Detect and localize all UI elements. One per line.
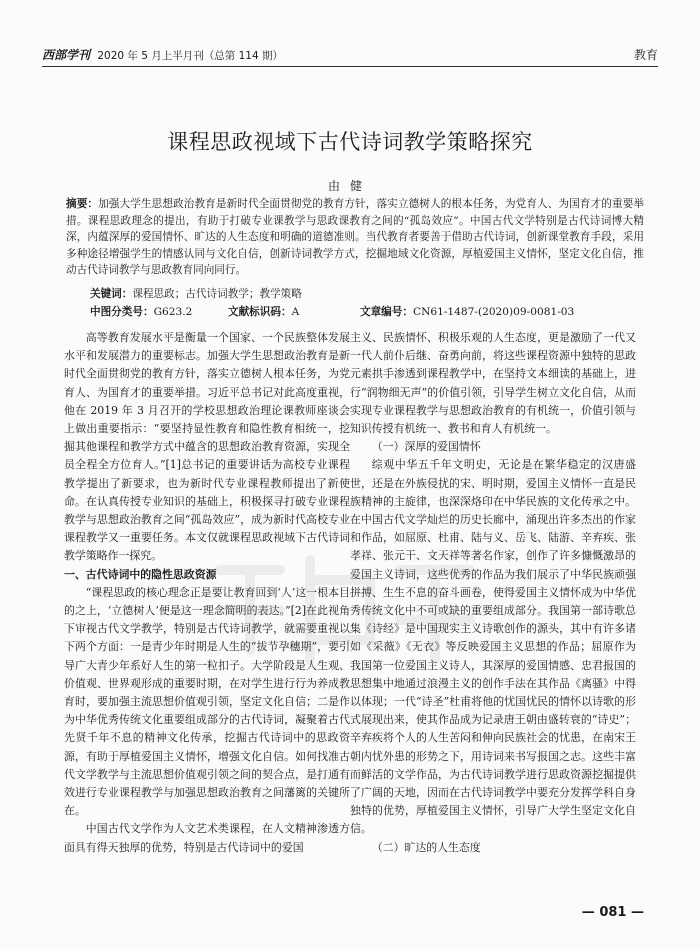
body-column-right: [350, 329, 636, 857]
keywords: [90, 286, 302, 301]
article-title: 课程思政视域下古代诗词教学策略探究: [167, 130, 533, 154]
classification-value: G623.2: [153, 306, 193, 318]
issue-info: 2020 年 5 月上半月刊（总第 114 期）: [97, 50, 283, 62]
classification-number: [90, 304, 192, 319]
body-paragraph: 中国古代文学作为人文艺术类课程，在人文精神渗透方面具有得天独厚的优势，特别是古代诗词中的爱国: [64, 822, 350, 854]
article-id-label: 文章编号：: [360, 306, 413, 318]
article-id: [360, 304, 574, 319]
abstract-text: 加强大学生思想政治教育是新时代全面贯彻党的教育方针，落实立德树人的根本任务，为党育人、为国育才的重要举措。课程思政理念的提出，有助于打破专业课教学与思政课教育之间的“孤岛效应”。中国古代文学特别是古代诗词博大精深，内蕴深厚的爱国情怀、旷达的人生态度和明确的道德准则。当代教育者要善于借助古代诗词，创新课堂教育手段，采用多种途径增强学生的情感认同与文化自信，创新诗词教学方式，挖掘地域文化资源，厚植爱国主义情怀，坚定文化自信，推动古代诗词教学与思政教育同向同行。: [66, 198, 645, 277]
section-heading: 一、古代诗词中的隐性思政资源: [64, 567, 217, 581]
abstract: [66, 196, 644, 279]
body-paragraph: “课程思政的核心理念正是要让教育回到‘人’这一根本目的之上，‘立德树人’便是这一理念简明的表达。”[2]在此视角下审视古代文学教学，特别是古代诗词教学，就需要重视以下两个方面：一是青少年时期是人生的“拔节孕穗期”，要引导广大青少年系好人生的第一粒扣子。大学阶段是人生观、价值观、世界观形成的重要时期，在对学生进行行为养成教育时，要加强主流思想价值观引领，坚定文化自信；二是作为中华优秀传统文化重要组成部分的古代诗词，凝聚着古代先贤千年不息的精神文化传承，挖掘古代诗词中的思政资源，有助于厚植爱国主义情怀，增强文化自信。如何找准古代文学教学与主流思想价值观引领之间的契合点，是打通有效进行专业课程教学与加强思想政治教育之间藩篱的关键所在。: [64, 585, 350, 818]
journal-logo: 西部学刊: [42, 48, 91, 62]
keywords-text: 课程思政；古代诗词教学；教学策略: [132, 288, 302, 300]
document-code-label: 文献标识码：: [228, 306, 292, 318]
running-header: [42, 44, 658, 67]
article-id-value: CN61-1487-(2020)09-0081-03: [412, 306, 575, 318]
body-column-left: [64, 329, 350, 857]
body-paragraph: 高等教育发展水平是衡量一个国家、一个民族整体发展水平和发展潜力的重要标志。加强大学生思想政治教育是新时代全面贯彻党的教育方针，落实立德树人根本任务，为党育人、为国育才的重要举措。习近平总书记对此高度重视，他在 2019 年 3 月召开的学校思想政治理论课教师座谈会上做出重要指示：“要坚持显性教育和隐性教育相统一，挖掘其他课程和教学方式中蕴含的思想政治教育资源，实现全员全程全方位育人。”[1]总书记的重要讲话为高校专业课程教学提出了新要求，也为新时代专业课程教师提出了新使命。在认真传授专业知识的基础上，积极探寻打破专业课程教学与思想政治教育之间“孤岛效应”，成为新时代高校专业课程教学又一重要任务。本文仅就课程思政视域下古代诗词教学策略作一探究。: [64, 331, 350, 563]
document-code-value: A: [291, 306, 300, 318]
page-number: — 081 —: [581, 905, 644, 920]
subsection-heading: （一）深厚的爱国情怀: [371, 440, 481, 454]
journal-issue: [42, 46, 283, 63]
classification-label: 中图分类号：: [90, 306, 154, 318]
subsection-heading: （二）旷达的人生态度: [371, 840, 481, 854]
body-paragraph: 综观中华五千年文明史，无论是在繁华稳定的汉唐盛世，还是在外族侵扰的宋、明时期，爱国主义情怀一直是民族精神的主旋律，也深深烙印在中华民族的文化传承之中。在中国古代文学灿烂的历史长廊中，涌现出许多杰出的作家和作品，如屈原、杜甫、陆与义、岳飞、陆游、辛弃疾、张孝祥、张元干、文天祥等著名作家，创作了许多慷慨激昂的爱国主义诗词，这些优秀的作品为我们展示了中华民族顽强拼搏、生生不息的奋斗画卷，使得爱国主义情怀成为中华优秀传统文化中不可或缺的重要组成部分。我国第一部诗歌总集《诗经》是中国现实主义诗歌创作的源头，其中有许多诸如《采薇》《无衣》等反映爱国主义思想的作品；屈原作为我国第一位爱国主义诗人，其深厚的爱国情感、忠君报国的思想集中地通过浪漫主义的创作手法在其作品《离骚》中得以体现；一代“诗圣”杜甫将他的忧国忧民的情怀以诗歌的形式展现出来，使其作品成为记录唐王朝由盛转衰的“诗史”；辛弃疾将个人的人生苦闷和伸向民族社会的忧患，在南宋王朝内忧外患的形势之下，用诗词来书写报国之志。这些丰富而鲜活的文学作品，为古代诗词教学进行思政资源挖掘提供了广阔的天地，因而在古代诗词教学中要充分发挥学科自身独特的优势，厚植爱国主义情怀，引导广大学生坚定文化自信。: [350, 458, 636, 836]
section-label: 教育: [633, 48, 658, 62]
keywords-label: 关键词：: [90, 288, 133, 300]
body-paragraph: 主义、民族情怀、积极乐观的人生态度，更是激励了一代又一代人前仆后继、奋勇向前，将这些课程资源中独特的思政元素拱手渗透到课程教学中，在坚持文本细读的基础上，进行“润物细无声”的价值引领，引导学生树立文化自信，从而实现专业课程教学与思想政治教育的有机统一，价值引领与知识传授有机统一、教书和育人有机统一。: [350, 331, 636, 436]
abstract-label: 摘要：: [66, 198, 99, 210]
document-code: [228, 304, 299, 319]
author-name: 由健: [327, 179, 372, 193]
